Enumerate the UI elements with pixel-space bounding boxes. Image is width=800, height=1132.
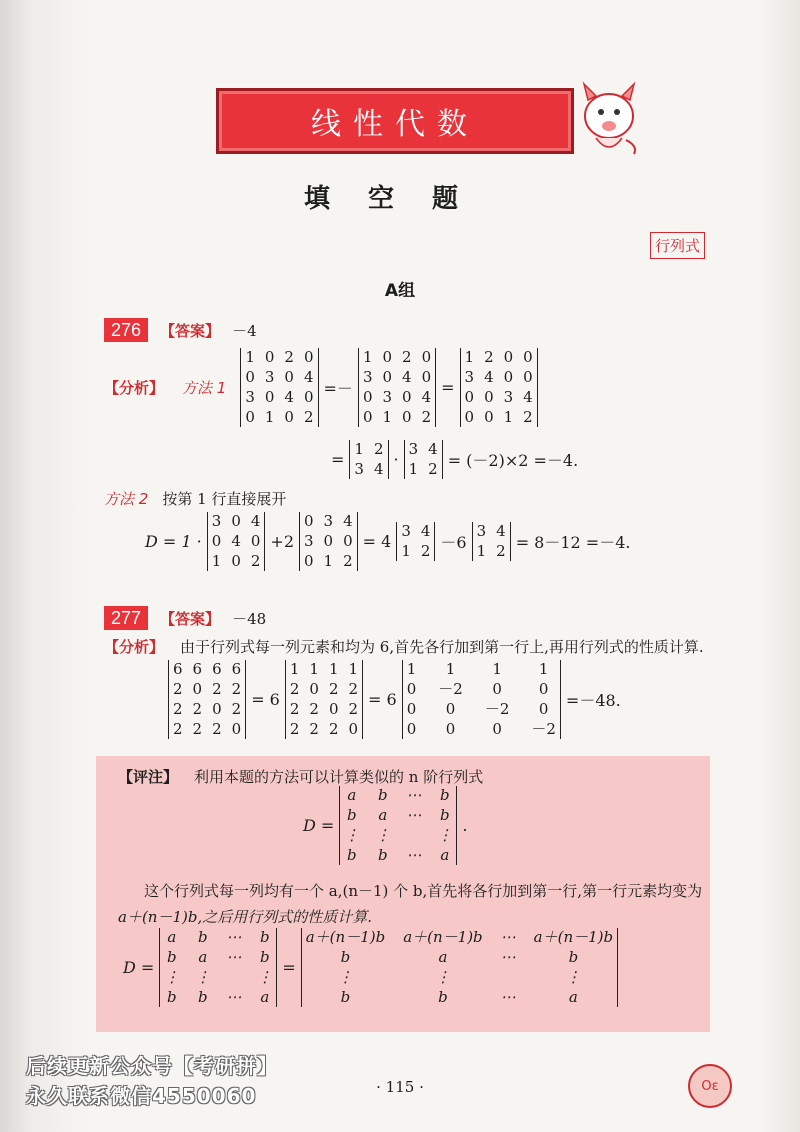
matrix-entry: 2	[373, 440, 384, 458]
matrix-entry: 0	[406, 720, 417, 738]
matrix-entry: a	[347, 786, 357, 804]
matrix-entry: 4	[428, 440, 438, 458]
result-text: = 8－12 =－4.	[515, 533, 631, 552]
matrix-entry: a＋(n－1)b	[403, 928, 483, 946]
matrix-entry: 2	[523, 408, 533, 426]
matrix-entry: 0	[264, 348, 275, 366]
analysis-text: 由于行列式每一列元素和均为 6,首先各行加到第一行上,再用行列式的性质计算.	[180, 638, 704, 656]
matrix-entry: －2	[484, 700, 510, 718]
matrix-entry: b	[438, 988, 448, 1006]
matrix-entry	[226, 968, 241, 987]
matrix-entry: 0	[402, 408, 412, 426]
matrix-entry: 2	[212, 680, 222, 698]
matrix-entry: 1	[476, 542, 487, 560]
matrix-entry: b	[340, 948, 351, 966]
q276-method1-line	[104, 348, 538, 427]
matrix-entry: 0	[503, 368, 514, 386]
matrix-entry: 0	[284, 408, 294, 426]
matrix-entry: 2	[496, 542, 506, 560]
chapter-title-banner	[216, 88, 574, 154]
answer-value: －4	[232, 321, 257, 340]
operator: D = 1 ·	[145, 532, 202, 551]
operator: = 4	[362, 532, 392, 551]
matrix-entry: 2	[173, 720, 183, 738]
matrix-entry: 4	[496, 522, 506, 540]
operator: D =	[303, 816, 335, 835]
determinant	[301, 928, 618, 1007]
matrix-entry: 2	[309, 720, 319, 738]
matrix-entry: 1	[503, 408, 514, 426]
q277-equation	[168, 660, 626, 739]
page-number: · 115 ·	[376, 1078, 424, 1096]
matrix-entry: a	[167, 928, 177, 946]
matrix-entry: 2	[328, 680, 339, 698]
matrix-entry: 0	[211, 532, 222, 550]
matrix-entry: 2	[289, 700, 300, 718]
operator: +2	[270, 532, 294, 551]
matrix-entry: ⋯	[226, 928, 242, 946]
matrix-entry: 0	[421, 368, 432, 386]
determinant	[460, 348, 538, 427]
matrix-entry: ⋮	[435, 968, 451, 986]
matrix-entry: b	[198, 928, 208, 946]
determinant	[404, 440, 443, 479]
matrix-entry: ⋮	[257, 968, 273, 986]
matrix-entry: b	[260, 948, 270, 966]
matrix-entry: a	[378, 806, 388, 824]
matrix-entry: 3	[323, 512, 334, 530]
matrix-entry: 0	[445, 700, 456, 718]
matrix-entry: 2	[343, 552, 353, 570]
matrix-entry: 4	[402, 368, 412, 386]
matrix-entry: b	[440, 786, 450, 804]
matrix-entry: －2	[531, 720, 556, 738]
matrix-entry: a＋(n－1)b	[305, 928, 386, 946]
determinant	[159, 928, 277, 1007]
matrix-entry: 0	[303, 348, 314, 366]
operator: = 6	[368, 690, 397, 709]
matrix-entry: 2	[309, 700, 319, 718]
matrix-entry: 0	[245, 408, 255, 426]
matrix-entry: 1	[323, 552, 334, 570]
matrix-entry: 2	[212, 720, 222, 738]
matrix-entry: 0	[192, 680, 203, 698]
determinant	[285, 660, 363, 739]
analysis-label: 【分析】	[104, 638, 165, 656]
matrix-entry: 4	[303, 368, 314, 386]
note-intro-line	[118, 766, 483, 787]
matrix-entry: b	[167, 948, 177, 966]
matrix-entry: a	[440, 846, 450, 864]
matrix-entry: 1	[354, 440, 364, 458]
matrix-entry: 0	[348, 720, 359, 738]
matrix-entry: 3	[503, 388, 514, 406]
matrix-entry: 4	[373, 460, 384, 478]
note-paragraph-line1: 这个行列式每一列均有一个 a,(n－1) 个 b,首先将各行加到第一行,第一行元素均变为	[144, 882, 703, 900]
matrix-entry: ⋯	[500, 948, 516, 966]
matrix-entry: 4	[284, 388, 294, 406]
matrix-entry: ⋯	[226, 948, 242, 966]
matrix-entry: 0	[303, 388, 314, 406]
matrix-entry: 4	[343, 512, 353, 530]
operator: －6	[440, 533, 467, 552]
matrix-entry: 4	[250, 512, 261, 530]
matrix-entry: 0	[523, 348, 533, 366]
result-text: = (－2)×2 =－4.	[447, 451, 579, 470]
matrix-entry: 1	[362, 348, 373, 366]
matrix-entry: 0	[362, 408, 373, 426]
matrix-entry: 2	[289, 680, 300, 698]
matrix-entry: 1	[348, 660, 359, 678]
matrix-entry: 2	[284, 348, 294, 366]
q277-analysis-line	[104, 636, 704, 657]
determinant	[402, 660, 561, 739]
method2-text: 按第 1 行直接展开	[162, 490, 287, 508]
matrix-entry: ⋮	[375, 826, 391, 844]
matrix-entry: 2	[250, 552, 261, 570]
matrix-entry: ⋮	[565, 968, 581, 986]
note-label: 【评注】	[118, 768, 179, 786]
analysis-label: 【分析】	[104, 379, 165, 397]
matrix-entry: 3	[408, 440, 419, 458]
matrix-entry: ⋮	[344, 826, 360, 844]
matrix-entry: b	[340, 988, 351, 1006]
matrix-entry: 2	[173, 680, 183, 698]
matrix-entry: 4	[231, 532, 241, 550]
operator: =	[331, 450, 345, 469]
matrix-entry: b	[568, 948, 579, 966]
matrix-entry: 6	[192, 660, 203, 678]
group-title: A组	[384, 281, 416, 301]
operator: .	[462, 816, 468, 835]
matrix-entry: 0	[231, 552, 241, 570]
matrix-entry: 2	[348, 680, 359, 698]
badge-text: Oε	[701, 1078, 719, 1094]
matrix-entry: ⋯	[406, 786, 422, 804]
answer-value: －48	[232, 609, 267, 628]
matrix-entry: 2	[303, 408, 314, 426]
topic-tag: 行列式	[650, 232, 705, 259]
matrix-entry: 6	[173, 660, 183, 678]
section-title: 填空题	[303, 184, 496, 214]
matrix-entry: b	[198, 988, 208, 1006]
matrix-entry: 2	[192, 720, 203, 738]
method2-label: 方法 2	[104, 490, 149, 508]
determinant	[339, 786, 457, 865]
operator: ·	[393, 450, 399, 469]
matrix-entry: ⋮	[164, 968, 180, 986]
matrix-entry	[406, 826, 421, 845]
matrix-entry: 3	[401, 522, 411, 540]
matrix-entry: 0	[464, 388, 475, 406]
matrix-entry: a	[568, 988, 578, 1006]
matrix-entry: 4	[420, 522, 431, 540]
matrix-entry: 0	[484, 408, 494, 426]
matrix-entry: 0	[402, 388, 412, 406]
matrix-entry: 0	[284, 368, 294, 386]
matrix-entry: a＋(n－1)b	[533, 928, 614, 946]
matrix-entry: 2	[428, 460, 438, 478]
q277-header	[104, 606, 266, 630]
matrix-entry: 1	[289, 660, 300, 678]
determinant	[472, 522, 511, 561]
matrix-entry: b	[347, 806, 357, 824]
matrix-entry: 1	[245, 348, 255, 366]
matrix-entry: 1	[408, 460, 419, 478]
matrix-entry: 0	[231, 720, 242, 738]
note-general-det	[298, 786, 472, 865]
matrix-entry: 0	[492, 680, 502, 698]
matrix-entry: 6	[212, 660, 222, 678]
operator: D =	[123, 958, 155, 977]
question-number: 276	[104, 318, 148, 342]
determinant	[349, 440, 388, 479]
matrix-entry: 2	[484, 348, 494, 366]
note-expansion	[118, 928, 618, 1007]
matrix-entry: 0	[304, 512, 314, 530]
matrix-entry: a	[438, 948, 448, 966]
matrix-entry: ⋮	[437, 826, 453, 844]
corner-badge-icon	[688, 1064, 732, 1108]
matrix-entry: 0	[503, 348, 514, 366]
question-number: 277	[104, 606, 148, 630]
result-text: =－48.	[565, 691, 621, 710]
matrix-entry: 0	[421, 348, 432, 366]
matrix-entry: 1	[492, 660, 502, 678]
matrix-entry: 3	[304, 532, 314, 550]
matrix-entry: 3	[382, 388, 393, 406]
matrix-entry: 0	[445, 720, 456, 738]
matrix-entry: 0	[538, 680, 549, 698]
matrix-entry: 1	[538, 660, 549, 678]
answer-label: 【答案】	[160, 321, 221, 340]
q276-line3	[140, 512, 635, 571]
matrix-entry: 1	[401, 542, 411, 560]
matrix-entry: 0	[264, 388, 275, 406]
determinant	[396, 522, 435, 561]
matrix-entry: ⋮	[337, 968, 353, 986]
matrix-entry: 0	[212, 700, 222, 718]
q276-line2	[326, 440, 583, 479]
matrix-entry: 2	[328, 720, 339, 738]
matrix-entry	[501, 968, 516, 987]
watermark-line1: 后续更新公众号【考研拼】	[26, 1054, 278, 1078]
matrix-entry: 0	[406, 700, 417, 718]
q276-method2-line	[104, 488, 286, 509]
matrix-entry: 0	[231, 512, 241, 530]
matrix-entry: b	[440, 806, 450, 824]
matrix-entry: 0	[406, 680, 417, 698]
matrix-entry: 0	[328, 700, 339, 718]
operator: =	[282, 958, 296, 977]
matrix-entry: b	[260, 928, 270, 946]
matrix-entry: 2	[402, 348, 412, 366]
matrix-entry: 2	[231, 700, 242, 718]
matrix-entry: 3	[211, 512, 222, 530]
matrix-entry: 4	[523, 388, 533, 406]
matrix-entry: 0	[492, 720, 502, 738]
answer-label: 【答案】	[160, 609, 221, 628]
determinant	[299, 512, 358, 571]
matrix-entry: 0	[250, 532, 261, 550]
matrix-entry: 1	[464, 348, 475, 366]
matrix-entry: 0	[309, 680, 319, 698]
matrix-entry: b	[378, 846, 388, 864]
operator: =	[441, 378, 455, 397]
matrix-entry: ⋯	[500, 988, 516, 1006]
matrix-entry: 0	[382, 368, 393, 386]
determinant	[168, 660, 246, 739]
note-paragraph-line2: a＋(n－1)b,之后用行列式的性质计算.	[118, 908, 372, 926]
matrix-entry: 0	[362, 388, 373, 406]
matrix-entry: 4	[421, 388, 432, 406]
matrix-entry: b	[167, 988, 177, 1006]
mascot-icon	[576, 80, 642, 164]
matrix-entry: ⋮	[195, 968, 211, 986]
determinant	[240, 348, 318, 427]
determinant	[358, 348, 436, 427]
matrix-entry: 6	[231, 660, 242, 678]
matrix-entry: ⋯	[406, 806, 422, 824]
matrix-entry: a	[260, 988, 270, 1006]
chapter-title: 线性代数	[311, 107, 479, 142]
matrix-entry: 0	[304, 552, 314, 570]
matrix-entry: 0	[245, 368, 255, 386]
matrix-entry: －2	[438, 680, 463, 698]
matrix-entry: 3	[264, 368, 275, 386]
matrix-entry: a	[198, 948, 208, 966]
matrix-entry: 0	[323, 532, 334, 550]
matrix-entry: 4	[484, 368, 494, 386]
matrix-entry: 2	[289, 720, 300, 738]
matrix-entry: 1	[406, 660, 417, 678]
matrix-entry: 0	[523, 368, 533, 386]
matrix-entry: 2	[421, 408, 432, 426]
matrix-entry: 0	[464, 408, 475, 426]
matrix-entry: 2	[231, 680, 242, 698]
matrix-entry: 2	[420, 542, 431, 560]
operator: = 6	[251, 690, 280, 709]
matrix-entry: 1	[309, 660, 319, 678]
matrix-entry: ⋯	[226, 988, 242, 1006]
q276-header	[104, 318, 257, 342]
matrix-entry: 1	[264, 408, 275, 426]
matrix-entry: 2	[173, 700, 183, 718]
matrix-entry: 1	[445, 660, 456, 678]
matrix-entry: 0	[343, 532, 353, 550]
matrix-entry: 1	[328, 660, 339, 678]
operator: =－	[323, 379, 353, 398]
matrix-entry: ⋯	[500, 928, 516, 946]
matrix-entry: b	[378, 786, 388, 804]
matrix-entry: 3	[362, 368, 373, 386]
method1-label: 方法 1	[182, 379, 227, 397]
matrix-entry: 1	[211, 552, 222, 570]
matrix-entry: 0	[484, 388, 494, 406]
matrix-entry: b	[347, 846, 357, 864]
matrix-entry: ⋯	[406, 846, 422, 864]
matrix-entry: 0	[382, 348, 393, 366]
matrix-entry: 3	[464, 368, 475, 386]
matrix-entry: 0	[538, 700, 549, 718]
matrix-entry: 1	[382, 408, 393, 426]
watermark-line2: 永久联系微信4550060	[26, 1084, 257, 1108]
note-intro: 利用本题的方法可以计算类似的 n 阶行列式	[194, 768, 484, 786]
matrix-entry: 2	[348, 700, 359, 718]
matrix-entry: 2	[192, 700, 203, 718]
determinant	[207, 512, 266, 571]
matrix-entry: 3	[245, 388, 255, 406]
matrix-entry: 3	[354, 460, 364, 478]
matrix-entry: 3	[476, 522, 487, 540]
